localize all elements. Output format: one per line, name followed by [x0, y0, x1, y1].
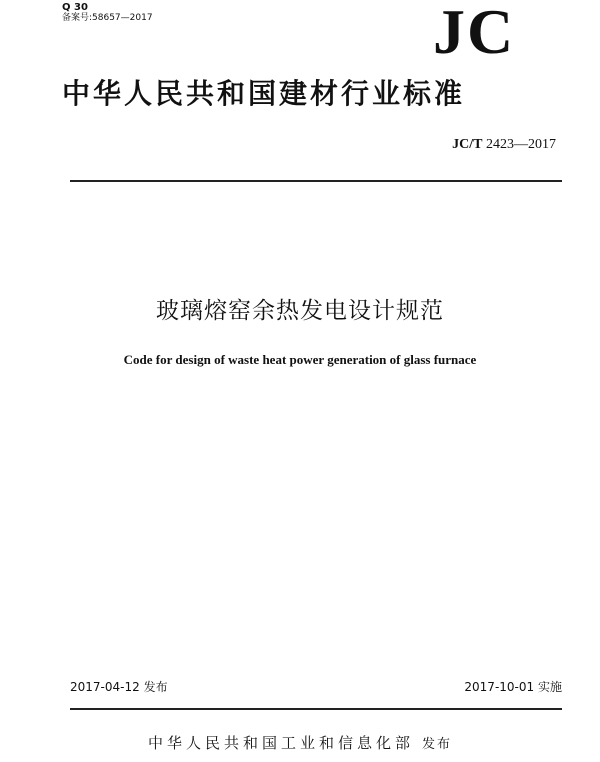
- issue-date: [70, 679, 168, 695]
- implementation-date-value: 2017-10-01: [464, 680, 535, 694]
- top-divider: [70, 180, 562, 182]
- standard-code: JC/T: [452, 137, 483, 152]
- standard-type-heading: 中华人民共和国建材行业标准: [62, 77, 466, 110]
- standard-number-value: 2423—2017: [486, 137, 556, 152]
- implementation-date: [464, 679, 562, 695]
- implementation-date-label: 实施: [537, 680, 562, 694]
- issue-date-value: 2017-04-12: [70, 680, 140, 694]
- record-number: 备案号:58657—2017: [62, 13, 153, 23]
- issue-date-label: 发布: [143, 680, 168, 694]
- standard-number: [452, 136, 556, 154]
- issuing-authority-name: 中华人民共和国工业和信息化部: [147, 734, 414, 752]
- title-chinese: 玻璃熔窑余热发电设计规范: [156, 298, 444, 324]
- issuing-authority-label: 发布: [422, 737, 453, 752]
- title-english: Code for design of waste heat power generation of glass furnace: [123, 352, 477, 367]
- bottom-divider: [70, 708, 562, 710]
- jc-logo: JC: [433, 0, 516, 67]
- issuing-authority: [0, 733, 600, 755]
- ccs-code: Q 30: [62, 2, 88, 13]
